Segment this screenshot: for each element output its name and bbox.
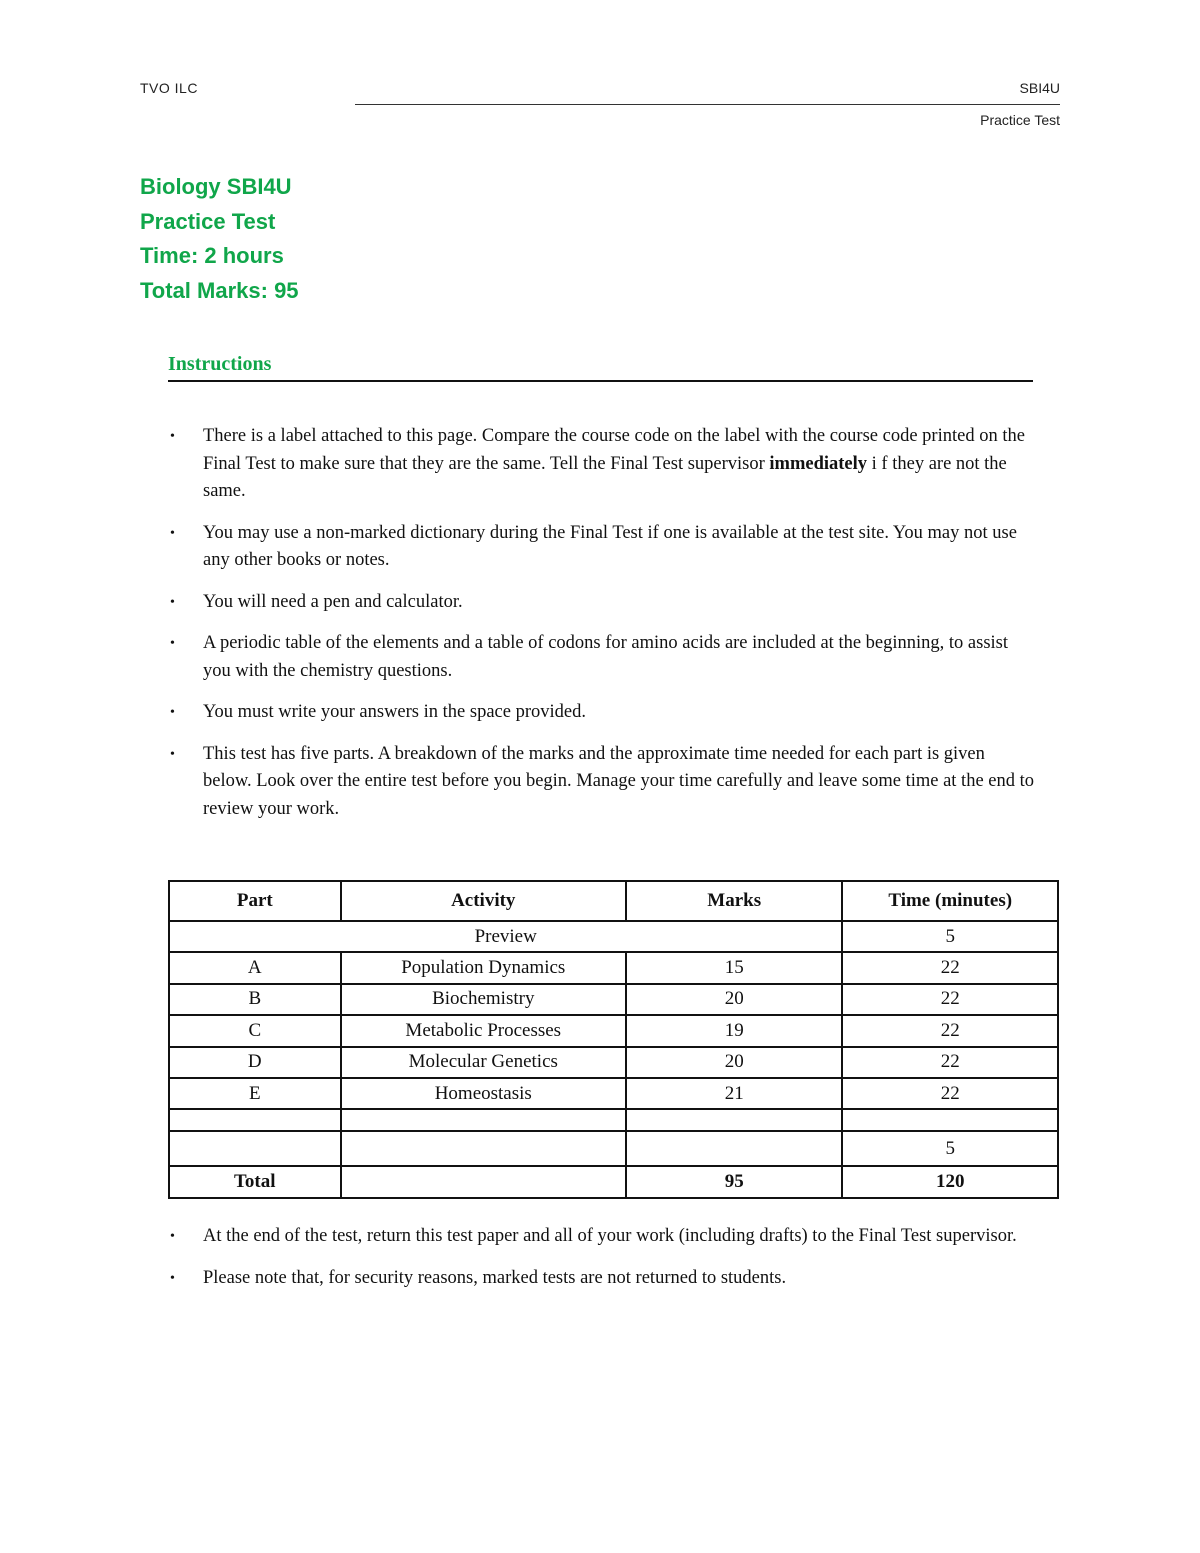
- instruction-text: You may use a non-marked dictionary during the Final Test if one is available at the test site. You may not use any other books or notes.: [203, 522, 1017, 570]
- instruction-text: You must write your answers in the space provided.: [203, 702, 586, 722]
- cell-activity: Homeostasis: [341, 1078, 626, 1109]
- header-activity: Activity: [341, 881, 626, 921]
- cell-part: E: [169, 1078, 341, 1109]
- cell-marks: 19: [626, 1015, 842, 1046]
- instruction-text: There is a label attached to this page. Compare the course code on the label with the course code printed on the Final Test to make sure that they are the same. Tell the Final Test supervisor: [203, 426, 1025, 474]
- cell-time: 22: [842, 1015, 1058, 1046]
- cell-empty: [842, 1109, 1058, 1131]
- list-item: [168, 630, 1038, 685]
- cell-activity: Metabolic Processes: [341, 1015, 626, 1046]
- cell-time: 22: [842, 952, 1058, 983]
- table-row-total: [169, 1166, 1058, 1197]
- preview-label: Preview: [169, 921, 842, 952]
- table-row: [169, 1015, 1058, 1046]
- bullet-icon: •: [170, 705, 175, 720]
- table-header-row: [169, 881, 1058, 921]
- cell-empty: [626, 1109, 842, 1131]
- bullet-icon: •: [170, 429, 175, 444]
- instruction-text: You will need a pen and calculator.: [203, 591, 463, 612]
- instruction-text: A periodic table of the elements and a table of codons for amino acids are included at the beginning, to assist you with the chemistry questions.: [203, 633, 1009, 681]
- cell-marks: 15: [626, 952, 842, 983]
- instruction-emphasis: immediately: [769, 453, 868, 474]
- total-marks: Total Marks: 95: [140, 277, 299, 303]
- cell-activity: Biochemistry: [341, 984, 626, 1015]
- list-item: [168, 423, 1038, 506]
- list-item: [168, 1265, 1038, 1293]
- header-left: TVO ILC: [140, 80, 198, 96]
- list-item: [168, 589, 1038, 617]
- cell-part: D: [169, 1047, 341, 1078]
- total-marks-cell: 95: [626, 1166, 842, 1197]
- table-row-empty: [169, 1109, 1058, 1131]
- cell-empty: [341, 1131, 626, 1166]
- cell-time: 22: [842, 984, 1058, 1015]
- cell-part: B: [169, 984, 341, 1015]
- header-marks: Marks: [626, 881, 842, 921]
- bullet-icon: •: [170, 1270, 175, 1286]
- cell-marks: 21: [626, 1078, 842, 1109]
- cell-empty: [626, 1131, 842, 1166]
- header-right: SBI4U: [1019, 80, 1060, 96]
- marks-breakdown-table: [168, 880, 1059, 1199]
- instruction-text: This test has five parts. A breakdown of the marks and the approximate time needed for each part is given below. Look over the entire test before you begin. Manage your time carefully and leave some time at the end to review your work.: [203, 743, 1035, 819]
- instructions-divider: [168, 380, 1033, 382]
- time-allowed: Time: 2 hours: [140, 243, 284, 268]
- test-name: Practice Test: [140, 208, 276, 234]
- cell-time: 22: [842, 1078, 1058, 1109]
- table-row-preview: [169, 921, 1058, 952]
- bullet-icon: •: [170, 636, 175, 651]
- total-label: Total: [169, 1166, 341, 1197]
- cell-empty: [341, 1109, 626, 1131]
- cell-empty: [169, 1131, 341, 1166]
- title-block: [140, 170, 299, 308]
- table-row: [169, 1078, 1058, 1109]
- instruction-text: Please note that, for security reasons, marked tests are not returned to students.: [203, 1267, 787, 1288]
- cell-time: 22: [842, 1047, 1058, 1078]
- cell-activity: Population Dynamics: [341, 952, 626, 983]
- cell-marks: 20: [626, 984, 842, 1015]
- instruction-text: At the end of the test, return this test paper and all of your work (including drafts) to the Final Test supervisor.: [203, 1226, 1017, 1246]
- table-row: [169, 984, 1058, 1015]
- header-time: Time (minutes): [842, 881, 1058, 921]
- cell-part: C: [169, 1015, 341, 1046]
- list-item: [168, 520, 1038, 575]
- bullet-icon: •: [170, 594, 175, 610]
- closing-instructions-list: [168, 1223, 1038, 1306]
- list-item: [168, 699, 1038, 727]
- table-row-review: [169, 1131, 1058, 1166]
- cell-part: A: [169, 952, 341, 983]
- header-subtitle: Practice Test: [980, 112, 1060, 128]
- table-row: [169, 952, 1058, 983]
- bullet-icon: •: [170, 1229, 175, 1244]
- table-row: [169, 1047, 1058, 1078]
- review-time: 5: [842, 1131, 1058, 1166]
- total-time-cell: 120: [842, 1166, 1058, 1197]
- cell-empty: [341, 1166, 626, 1197]
- bullet-icon: •: [170, 746, 175, 762]
- instructions-heading: Instructions: [168, 353, 272, 375]
- bullet-icon: •: [170, 525, 175, 541]
- list-item: [168, 1223, 1038, 1251]
- instructions-list: [168, 423, 1038, 837]
- cell-activity: Molecular Genetics: [341, 1047, 626, 1078]
- preview-time: 5: [842, 921, 1058, 952]
- header-part: Part: [169, 881, 341, 921]
- cell-empty: [169, 1109, 341, 1131]
- header-divider: [355, 104, 1060, 105]
- instruction-text: i f they are not the same.: [203, 453, 1007, 501]
- cell-marks: 20: [626, 1047, 842, 1078]
- course-title: Biology SBI4U: [140, 174, 292, 199]
- list-item: [168, 741, 1038, 824]
